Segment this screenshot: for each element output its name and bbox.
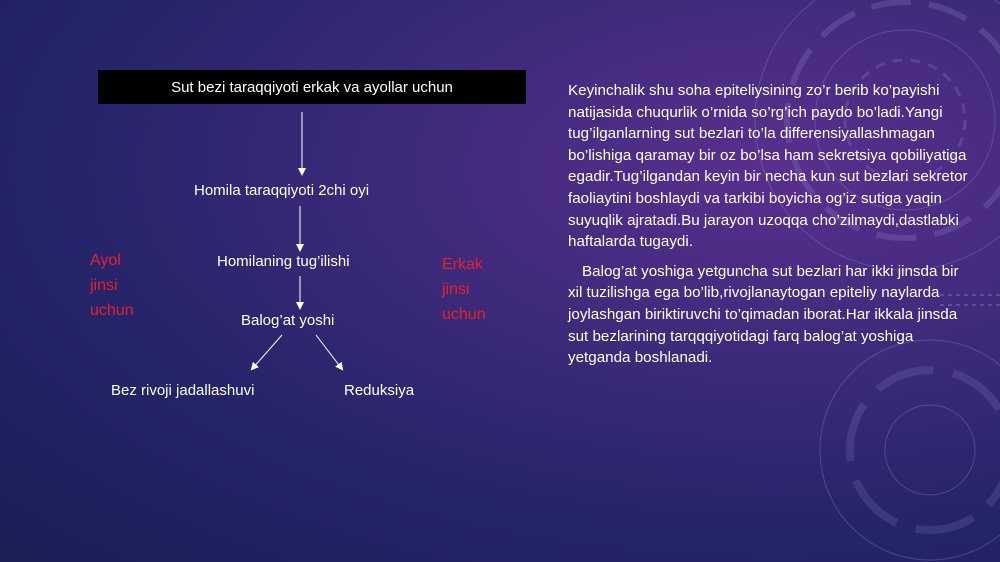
label-male: Erkak jinsi uchun <box>442 256 486 323</box>
label-female: Ayol jinsi uchun <box>90 252 134 319</box>
node-gland-development: Bez rivoji jadallashuvi <box>111 382 255 399</box>
arrow-puberty-to-right <box>316 335 342 369</box>
node-birth: Homilaning tug’ilishi <box>217 253 350 270</box>
node-fetal-month: Homila taraqqiyoti 2chi oyi <box>194 182 370 199</box>
arrow-puberty-to-left <box>252 335 282 369</box>
explanation-text <box>568 80 968 377</box>
paragraph-1: Keyinchalik shu soha epiteliysining zo’r berib ko’payishi natijasida chuqurlik o’rnida so’rg’ich paydo bo’ladi.Yangi tug’ilganlarning sut bezlari to’la differensiyallashmagan bo’lishiga qaramay bir oz bo’lsa ham sekretsiya qobiliyatiga egadir.Tug’ilgandan keyin bir necha kun sut bezlari sekretor faoliaytini boshlaydi va tarkibi boyicha og’iz sutiga yaqin suyuqlik ajratadi.Bu jarayon uzoqqa cho’zilmaydi,dastlabki haftalarda tugaydi. <box>568 82 968 251</box>
node-reduction: Reduksiya <box>344 382 415 399</box>
node-puberty: Balog’at yoshi <box>241 312 335 329</box>
diagram-title: Sut bezi taraqqiyoti erkak va ayollar uchun <box>98 70 526 104</box>
paragraph-2: Balog’at yoshiga yetguncha sut bezlari har ikki jinsda bir xil tuzilishga ega bo’lib,rivojlanaytogan epiteliy naylarda joylashgan biriktiruvchi to’qimadan iborat.Har ikkala jinsda sut bezlarining tarqqqiyotidagi farq balog’at yoshiga yetganda boshlanadi. <box>568 262 959 367</box>
